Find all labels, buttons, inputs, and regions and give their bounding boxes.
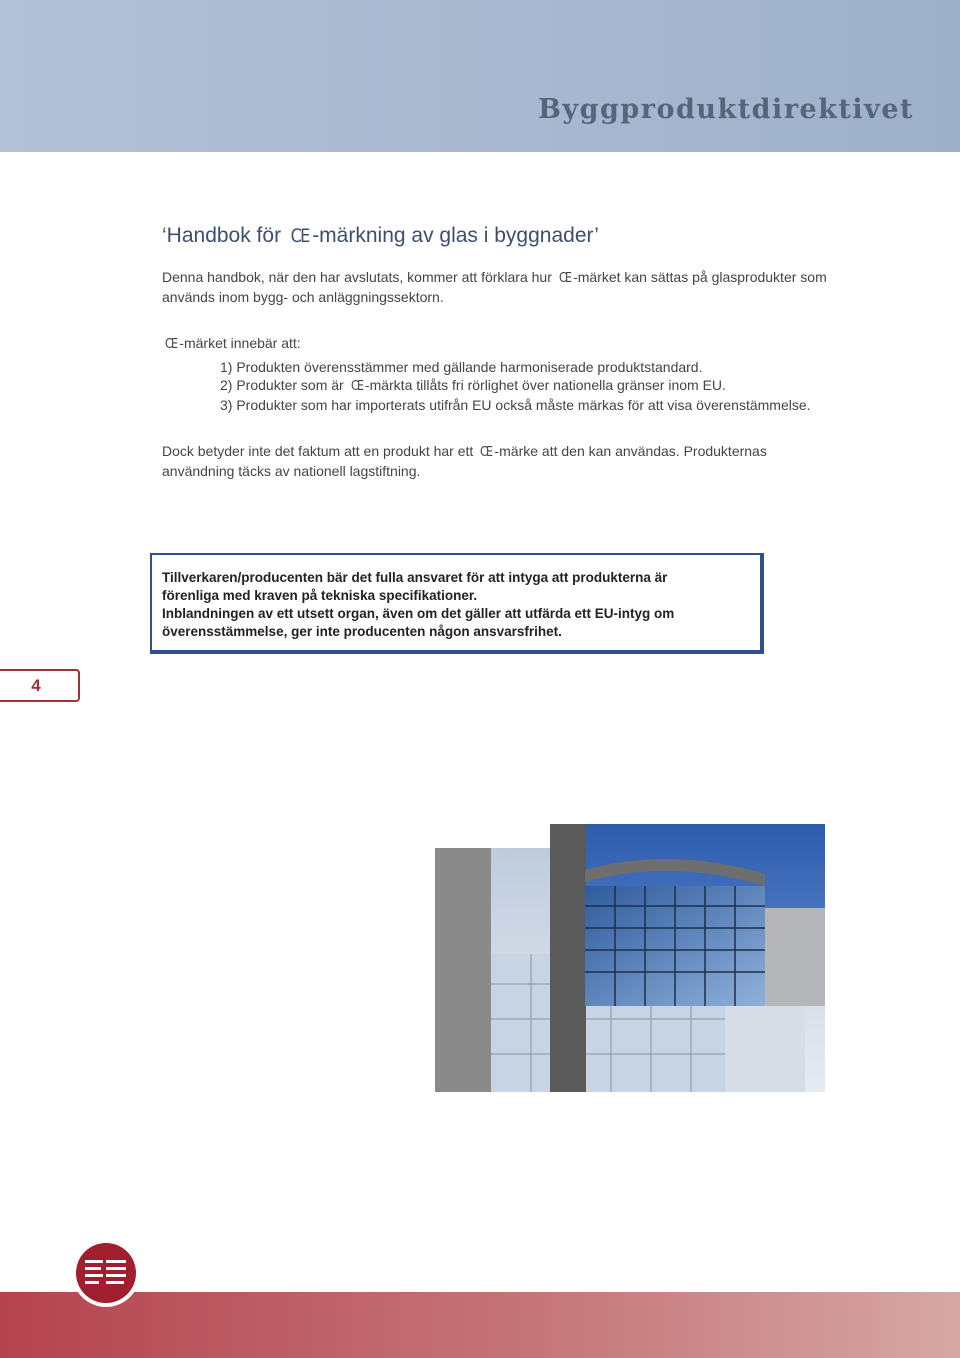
item2-end: -märkta tillåts fri rörlighet över nationella gränser inom EU. — [364, 377, 726, 393]
note-paragraph — [162, 442, 862, 480]
header-band — [0, 0, 960, 152]
intro-paragraph — [162, 268, 862, 306]
callout-line: Tillverkaren/producenten bär det fulla ansvaret för att intyga att produkterna är — [162, 570, 668, 585]
list-item: 3) Produkter som har importerats utifrån EU också måste märkas för att visa överenstämmelse. — [220, 397, 811, 413]
building-photo — [435, 824, 825, 1092]
ce-mark-icon: CE — [480, 445, 492, 460]
ce-mark-icon: CE — [164, 337, 177, 352]
company-logo-icon — [71, 1238, 141, 1308]
list-item: 1) Produkten överensstämmer med gällande harmoniserade produktstandard. — [220, 359, 703, 375]
means-label: -märket innebär att: — [179, 335, 301, 351]
means-label-line — [162, 334, 862, 354]
doc-title-start: ‘Handbok för — [162, 224, 287, 247]
callout-line: Inblandningen av ett utsett organ, även om det gäller att utfärda ett EU-intyg om — [162, 606, 675, 621]
ce-mark-icon: CE — [290, 225, 309, 247]
footer-band — [0, 1292, 960, 1358]
page-number: 4 — [0, 669, 80, 702]
intro-line2: används inom bygg- och anläggningssektorn. — [162, 289, 444, 305]
note-line1-start: Dock betyder inte det faktum att en produkt har ett — [162, 443, 478, 459]
doc-title-end: -märkning av glas i byggnader’ — [312, 224, 599, 247]
doc-title — [162, 224, 862, 248]
intro-line1-start: Denna handbok, när den har avslutats, kommer att förklara hur — [162, 269, 556, 285]
ce-mark-icon: CE — [558, 271, 571, 286]
intro-line1-end: -märket kan sättas på glasprodukter som — [573, 269, 827, 285]
ce-means-section — [162, 334, 862, 414]
note-line1-end: -märke att den kan användas. Produkternas — [494, 443, 767, 459]
callout-line: förenliga med kraven på tekniska specifikationer. — [162, 588, 478, 603]
responsibility-callout — [150, 553, 764, 654]
note-line2: användning täcks av nationell lagstiftning. — [162, 463, 421, 479]
requirement-list — [162, 358, 862, 414]
list-item — [220, 376, 862, 396]
callout-line: överensstämmelse, ger inte producenten någon ansvarsfrihet. — [162, 624, 562, 639]
item2-start: 2) Produkter som är — [220, 377, 348, 393]
ce-mark-icon: CE — [350, 379, 362, 394]
header-title: Byggproduktdirektivet — [538, 94, 914, 125]
content — [162, 224, 862, 480]
